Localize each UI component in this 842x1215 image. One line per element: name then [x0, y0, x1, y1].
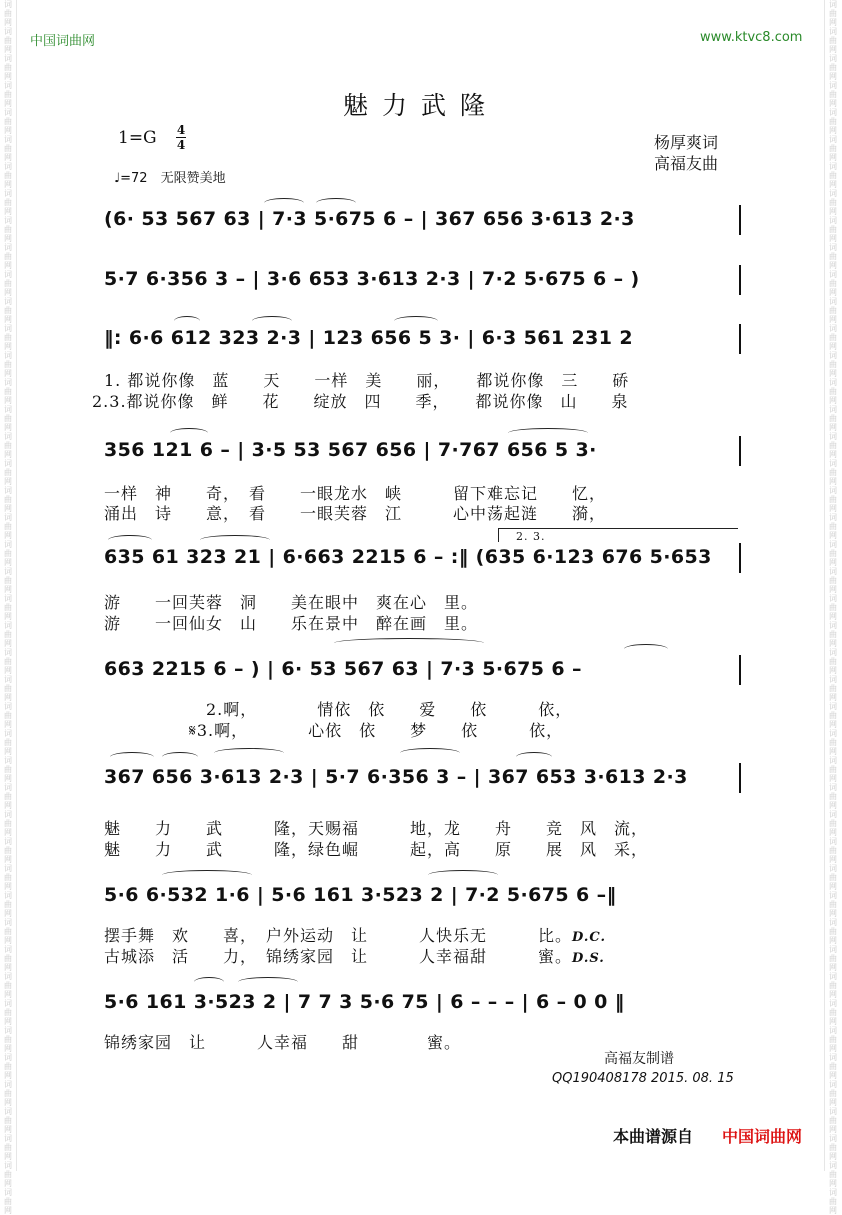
lyric-line: 游 一回仙女 山 乐在景中 醉在画 里。: [104, 614, 479, 633]
lyric-line: 𝄋3.啊， 心依 依 梦 依 依，: [104, 721, 564, 740]
transcriber: 高福友制谱: [604, 1051, 674, 1067]
notes: 5·6 6·532 1·6 | 5·6 161 3·523 2 | 7·2 5·675 6 –‖: [104, 884, 617, 906]
ds-marking: D.S.: [572, 951, 605, 966]
score-row-3: [104, 327, 740, 357]
score-row-6: [104, 658, 740, 688]
barline: [739, 324, 741, 354]
volta-label: 2. 3.: [516, 530, 546, 543]
barline: [739, 763, 741, 793]
slur: [200, 535, 270, 545]
lyric-line: 锦绣家园 让 人幸福 甜 蜜。: [104, 1033, 462, 1052]
dc-marking: D.C.: [572, 930, 606, 945]
slur: [394, 316, 438, 326]
slur: [334, 638, 484, 648]
notes: 356 121 6 – | 3·5 53 567 656 | 7·767 656 5 3·: [104, 439, 597, 461]
volta-tick: [498, 528, 499, 542]
slur: [400, 748, 460, 758]
left-watermark-strip: 词曲网词曲网词曲网词曲网词曲网词曲网词曲网词曲网词曲网词曲网词曲网词曲网词曲网词曲网词曲网词曲网词曲网词曲网词曲网词曲网词曲网词曲网词曲网词曲网词曲网词曲网词曲网词曲网词曲网词曲网词曲网词曲网词曲网词曲网词曲网词曲网词曲网词曲网词曲网词曲网词曲网词曲网词曲网词曲网词曲网: [4, 0, 12, 1215]
slur: [194, 977, 224, 987]
lyric-text: 古城添 活 力， 锦绣家园 让 人幸福甜 蜜。: [104, 947, 573, 966]
lyric-line: 游 一回芙蓉 洞 美在眼中 爽在心 里。: [104, 593, 479, 612]
song-title: 魅力武隆: [342, 91, 499, 120]
score-row-2: [104, 268, 740, 298]
lyric-line: 魅 力 武 隆，绿色崛 起，高 原 展 风 采，: [104, 840, 649, 859]
barline: [739, 436, 741, 466]
lyricist: 杨厚爽词: [654, 133, 719, 152]
notes: 663 2215 6 – ) | 6· 53 567 63 | 7·3 5·675 6 –: [104, 658, 582, 680]
qq-date: QQ190408178 2015. 08. 15: [552, 1071, 734, 1086]
notes: 5·6 161 3·523 2 | 7 7 3 5·6 75 | 6 – – – | 6 – 0 0 ‖: [104, 991, 625, 1013]
lyric-text: 摆手舞 欢 喜， 户外运动 让 人快乐无 比。: [104, 926, 573, 945]
notes: 5·7 6·356 3 – | 3·6 653 3·613 2·3 | 7·2 5·675 6 – ): [104, 268, 640, 290]
score-row-5: [104, 546, 740, 576]
slur: [170, 428, 208, 438]
right-watermark-strip: 词曲网词曲网词曲网词曲网词曲网词曲网词曲网词曲网词曲网词曲网词曲网词曲网词曲网词曲网词曲网词曲网词曲网词曲网词曲网词曲网词曲网词曲网词曲网词曲网词曲网词曲网词曲网词曲网词曲网词曲网词曲网词曲网词曲网词曲网词曲网词曲网词曲网词曲网词曲网词曲网词曲网词曲网词曲网词曲网词曲网: [829, 0, 837, 1215]
time-denominator: 4: [176, 138, 186, 152]
slur: [110, 752, 154, 762]
barline: [739, 265, 741, 295]
lyric-line: 魅 力 武 隆，天赐福 地，龙 舟 竞 风 流，: [104, 819, 649, 838]
score-row-1: [104, 208, 740, 238]
score-row-8: [104, 884, 740, 914]
lyric-line: 2.3.都说你像 鲜 花 绽放 四 季， 都说你像 山 泉: [92, 392, 629, 411]
slur: [252, 316, 292, 326]
time-signature: [176, 124, 186, 151]
slur: [316, 198, 356, 208]
site-name[interactable]: 中国词曲网: [30, 34, 96, 49]
tempo-marking: ♩=72 无限赞美地: [114, 171, 226, 186]
site-url[interactable]: www.ktvc8.com: [700, 30, 803, 45]
key-signature: 1=G: [118, 128, 157, 148]
time-numerator: 4: [176, 123, 186, 137]
notes: 367 656 3·613 2·3 | 5·7 6·356 3 – | 367 653 3·613 2·3: [104, 766, 688, 788]
lyric-line: 涌出 诗 意， 看 一眼芙蓉 江 心中荡起涟 漪，: [104, 504, 607, 523]
notes: (6· 53 567 63 | 7·3 5·675 6 – | 367 656 3·613 2·3: [104, 208, 635, 230]
slur: [516, 752, 552, 762]
source-label: 本曲谱源自: [613, 1127, 694, 1146]
notes: ‖: 6·6 612 323 2·3 | 123 656 5 3· | 6·3 561 231 2: [104, 327, 634, 349]
lyric-line: [104, 944, 605, 967]
composer: 高福友曲: [654, 154, 719, 173]
slur: [428, 870, 498, 880]
slur: [508, 428, 588, 438]
slur: [174, 316, 200, 326]
slur: [624, 644, 668, 654]
source-site-link[interactable]: 中国词曲网: [722, 1127, 803, 1146]
lyric-line: 1. 都说你像 蓝 天 一样 美 丽， 都说你像 三 硚: [104, 371, 630, 390]
score-row-4: [104, 439, 740, 469]
barline: [739, 655, 741, 685]
left-edge-line: [16, 0, 17, 1171]
slur: [264, 198, 304, 208]
score-row-9: [104, 991, 740, 1021]
volta-bracket: [498, 528, 738, 529]
credits: [654, 132, 718, 174]
barline: [739, 543, 741, 573]
slur: [238, 977, 298, 987]
lyric-line: 2.啊， 情依 依 爱 依 依，: [104, 700, 573, 719]
score-row-7: [104, 766, 740, 796]
lyric-line: [104, 923, 606, 946]
slur: [108, 535, 152, 545]
slur: [162, 870, 252, 880]
right-edge-line: [824, 0, 825, 1171]
slur: [162, 752, 198, 762]
notes: 635 61 323 21 | 6·663 2215 6 – :‖ (635 6·123 676 5·653: [104, 546, 712, 568]
barline: [739, 205, 741, 235]
lyric-line: 一样 神 奇， 看 一眼龙水 峡 留下难忘记 忆，: [104, 484, 607, 503]
slur: [214, 748, 284, 758]
